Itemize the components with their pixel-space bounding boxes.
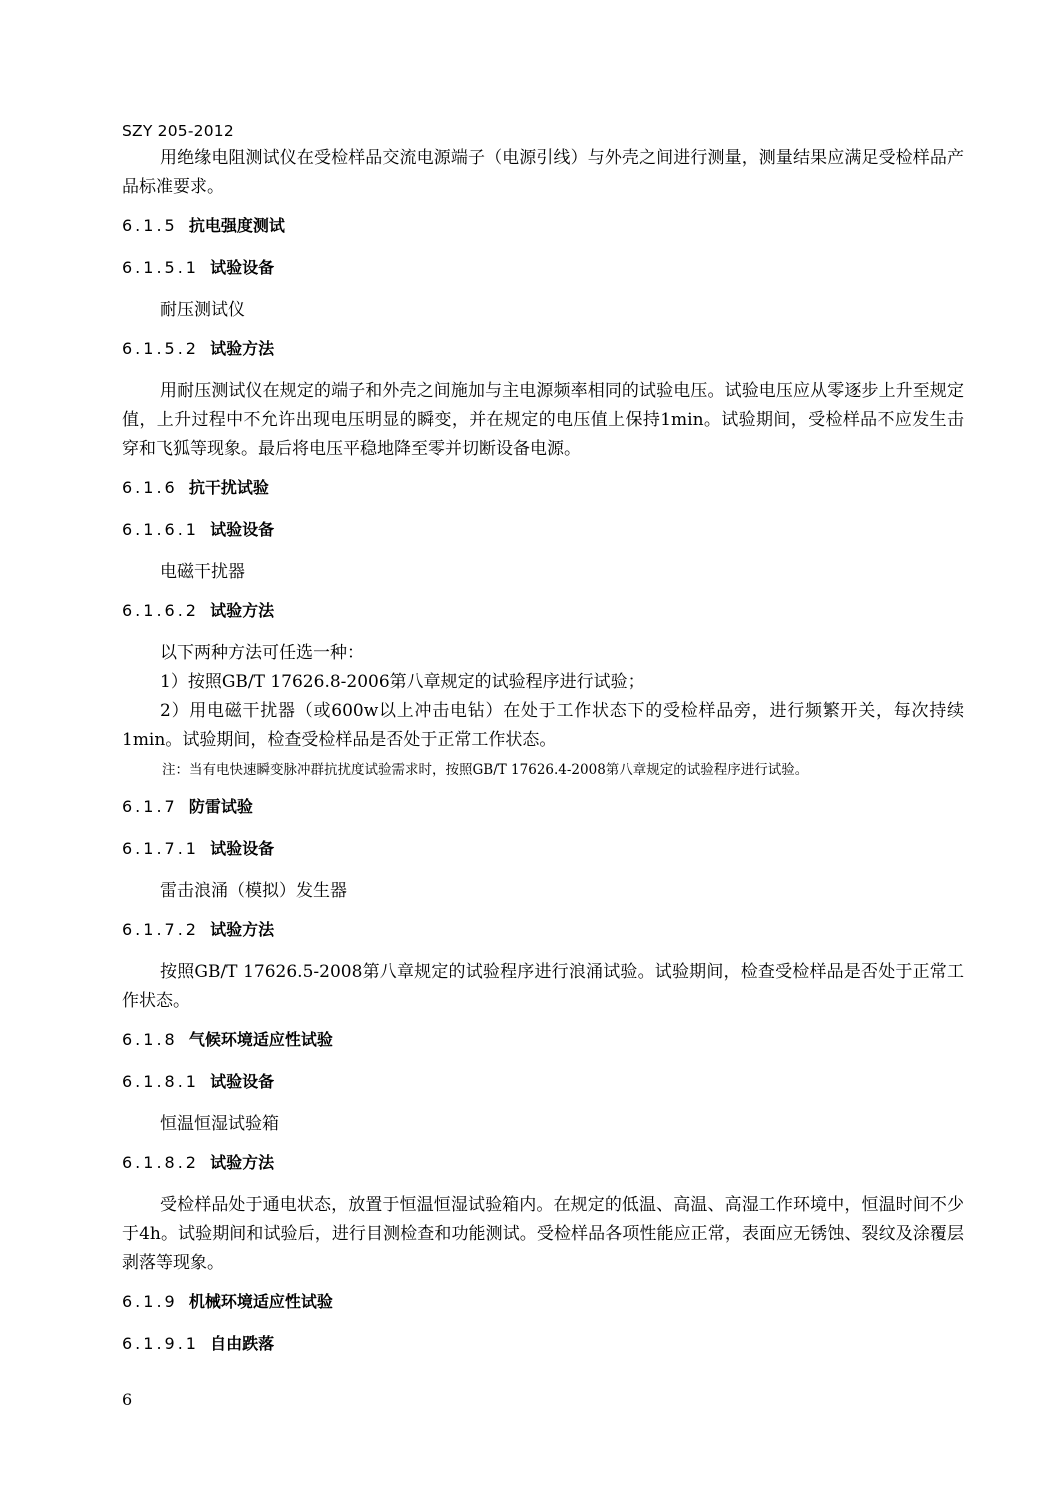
heading-number: 6.1.8.1	[122, 1072, 199, 1091]
heading-number: 6.1.8.2	[122, 1153, 199, 1172]
heading-title: 试验方法	[210, 920, 275, 939]
heading-title: 试验设备	[210, 839, 275, 858]
heading-title: 试验方法	[210, 339, 275, 358]
heading-6-1-5	[122, 212, 964, 240]
paragraph-6-1-8-2: 受检样品处于通电状态，放置于恒温恒湿试验箱内。在规定的低温、高温、高湿工作环境中，恒温时间不少于4h。试验期间和试验后，进行目测检查和功能测试。受检样品各项性能应正常，表面应无锈蚀、裂纹及涂覆层剥落等现象。	[122, 1195, 964, 1273]
heading-number: 6.1.7	[122, 797, 178, 816]
heading-6-1-6-2	[122, 597, 964, 625]
document-body	[122, 144, 964, 1372]
heading-title: 试验方法	[210, 1153, 275, 1172]
paragraph-6-1-7-1: 雷击浪涌（模拟）发生器	[160, 881, 347, 901]
heading-6-1-8-2	[122, 1149, 964, 1177]
heading-title: 气候环境适应性试验	[188, 1030, 333, 1049]
heading-title: 试验设备	[210, 258, 275, 277]
heading-title: 试验设备	[210, 520, 275, 539]
note-text: 注：当有电快速瞬变脉冲群抗扰度试验需求时，按照GB/T 17626.4-2008第八章规定的试验程序进行试验。	[162, 762, 809, 778]
heading-number: 6.1.7.2	[122, 920, 199, 939]
heading-6-1-9	[122, 1288, 964, 1316]
heading-number: 6.1.9.1	[122, 1334, 199, 1353]
heading-number: 6.1.5.1	[122, 258, 199, 277]
heading-6-1-7	[122, 793, 964, 821]
paragraph-6-1-6-2-lead: 以下两种方法可任选一种：	[160, 643, 364, 663]
paragraph-6-1-7-2: 按照GB/T 17626.5-2008第八章规定的试验程序进行浪涌试验。试验期间，检查受检样品是否处于正常工作状态。	[122, 962, 964, 1011]
list-item-1: 1）按照GB/T 17626.8-2006第八章规定的试验程序进行试验；	[160, 672, 645, 692]
heading-6-1-8	[122, 1026, 964, 1054]
heading-6-1-6	[122, 474, 964, 502]
heading-title: 机械环境适应性试验	[188, 1292, 333, 1311]
paragraph-6-1-5-1: 耐压测试仪	[160, 300, 245, 320]
heading-title: 抗干扰试验	[188, 478, 269, 497]
heading-6-1-8-1	[122, 1068, 964, 1096]
heading-title: 抗电强度测试	[188, 216, 285, 235]
page-number: 6	[122, 1390, 133, 1409]
list-item-2: 2）用电磁干扰器（或600w以上冲击电钻）在处于工作状态下的受检样品旁，进行频繁开关，每次持续1min。试验期间，检查受检样品是否处于正常工作状态。	[122, 701, 964, 750]
heading-6-1-7-2	[122, 916, 964, 944]
heading-6-1-7-1	[122, 835, 964, 863]
heading-number: 6.1.7.1	[122, 839, 199, 858]
heading-6-1-5-1	[122, 254, 964, 282]
heading-title: 自由跌落	[210, 1334, 275, 1353]
heading-title: 试验设备	[210, 1072, 275, 1091]
heading-number: 6.1.5.2	[122, 339, 199, 358]
heading-number: 6.1.6.1	[122, 520, 199, 539]
heading-number: 6.1.6	[122, 478, 178, 497]
heading-number: 6.1.5	[122, 216, 178, 235]
document-code: SZY 205-2012	[122, 122, 234, 140]
heading-number: 6.1.9	[122, 1292, 178, 1311]
heading-6-1-9-1	[122, 1330, 964, 1358]
heading-number: 6.1.8	[122, 1030, 178, 1049]
intro-paragraph: 用绝缘电阻测试仪在受检样品交流电源端子（电源引线）与外壳之间进行测量，测量结果应满足受检样品产品标准要求。	[122, 148, 964, 197]
paragraph-6-1-8-1: 恒温恒湿试验箱	[160, 1114, 279, 1134]
paragraph-6-1-5-2: 用耐压测试仪在规定的端子和外壳之间施加与主电源频率相同的试验电压。试验电压应从零逐步上升至规定值，上升过程中不允许出现电压明显的瞬变，并在规定的电压值上保持1min。试验期间，受检样品不应发生击穿和飞狐等现象。最后将电压平稳地降至零并切断设备电源。	[122, 381, 964, 459]
heading-title: 试验方法	[210, 601, 275, 620]
paragraph-6-1-6-1: 电磁干扰器	[160, 562, 245, 582]
heading-number: 6.1.6.2	[122, 601, 199, 620]
heading-6-1-6-1	[122, 516, 964, 544]
heading-6-1-5-2	[122, 335, 964, 363]
heading-title: 防雷试验	[188, 797, 253, 816]
